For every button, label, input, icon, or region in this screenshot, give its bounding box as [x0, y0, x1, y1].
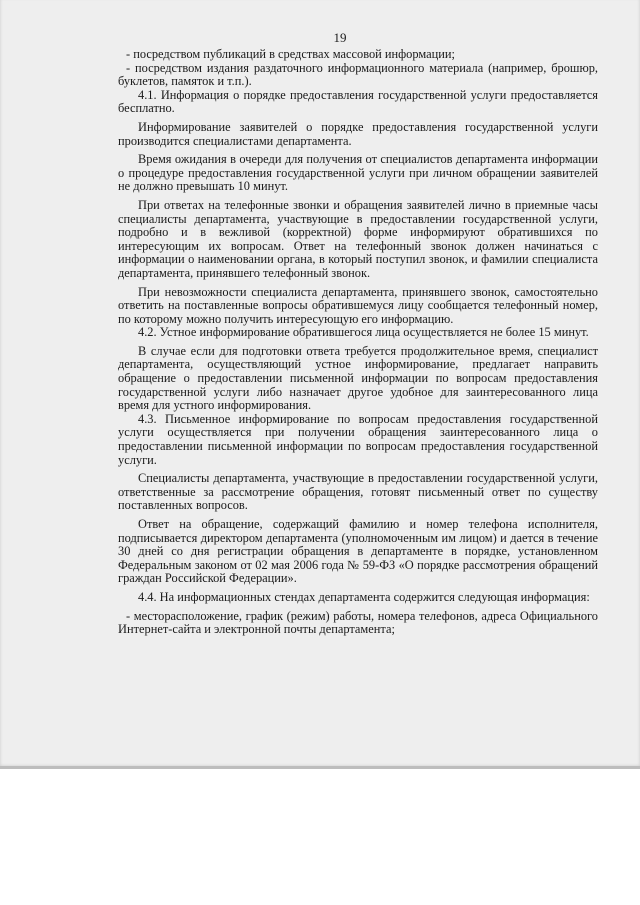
paragraph-unable-to-answer: При невозможности специалиста департамента, принявшего звонок, самостоятельно ответить на поставленные вопросы обратившемуся лицу сообщается телефонный номер, по которому можно получить интересующую его информацию. [118, 284, 598, 326]
paragraph-responsible-specialists: Специалисты департамента, участвующие в предоставлении государственной услуги, ответственные за рассмотрение обращения, готовят письменный ответ по существу поставленных вопросов. [118, 471, 598, 513]
paragraph-long-preparation: В случае если для подготовки ответа требуется продолжительное время, специалист департамента, осуществляющий устное информирование, предлагает направить обращение о предоставлении письменной информации по вопросам предоставления государственной услуги либо назначает другое удобное для заинтересованного лица время для устного информирования. [118, 343, 598, 413]
paragraph-informing-by-specialists: Информирование заявителей о порядке предоставления государственной услуги производится специалистами департамента. [118, 119, 598, 148]
paragraph-waiting-time: Время ожидания в очереди для получения от специалистов департамента информации о процедуре предоставления государственной услуги при личном обращении заявителей не должно превышать 10 минут. [118, 152, 598, 194]
paragraph-response-signing: Ответ на обращение, содержащий фамилию и номер телефона исполнителя, подписывается директором департамента (уполномоченным им лицом) и дается в течение 30 дней со дня регистрации обращения в департаменте в порядке, установленном Федеральным законом от 02 мая 2006 года № 59-ФЗ «О порядке рассмотрения обращений граждан Российской Федерации». [118, 517, 598, 586]
paragraph-phone-calls: При ответах на телефонные звонки и обращения заявителей лично в приемные часы специалисты департамента, участвующие в предоставлении государственной услуги, подробно и в вежливой (корректной) форме информируют обратившихся по интересующим их вопросам. Ответ на телефонный звонок должен начинаться с информации о наименовании органа, в который поступил звонок, и фамилии специалиста департамента, принявшего телефонный звонок. [118, 197, 598, 280]
paragraph-location-schedule: - месторасположение, график (режим) работы, номера телефонов, адреса Официального Интернет-сайта и электронной почты департамента; [118, 608, 598, 637]
paragraph-4-1-free-information: 4.1. Информация о порядке предоставления государственной услуги предоставляется бесплатно. [118, 87, 598, 116]
page-number: 19 [333, 30, 347, 45]
paragraph-handout-materials: - посредством издания раздаточного информационного материала (например, брошюр, буклетов, памяток и т.п.). [118, 60, 598, 89]
paragraph-4-2-oral-informing: 4.2. Устное информирование обратившегося лица осуществляется не более 15 минут. [138, 325, 589, 340]
paragraph-mass-media: - посредством публикаций в средствах массовой информации; [126, 47, 455, 61]
paragraph-4-4-info-stands: 4.4. На информационных стендах департамента содержится следующая информация: [138, 589, 590, 604]
paragraph-4-3-written-informing: 4.3. Письменное информирование по вопросам предоставления государственной услуги осуществляется при получении обращения заинтересованного лица о предоставлении письменной информации по вопросам предоставления государственной услуги. [118, 411, 598, 467]
page-bottom-edge [0, 766, 640, 769]
document-body [118, 48, 598, 637]
